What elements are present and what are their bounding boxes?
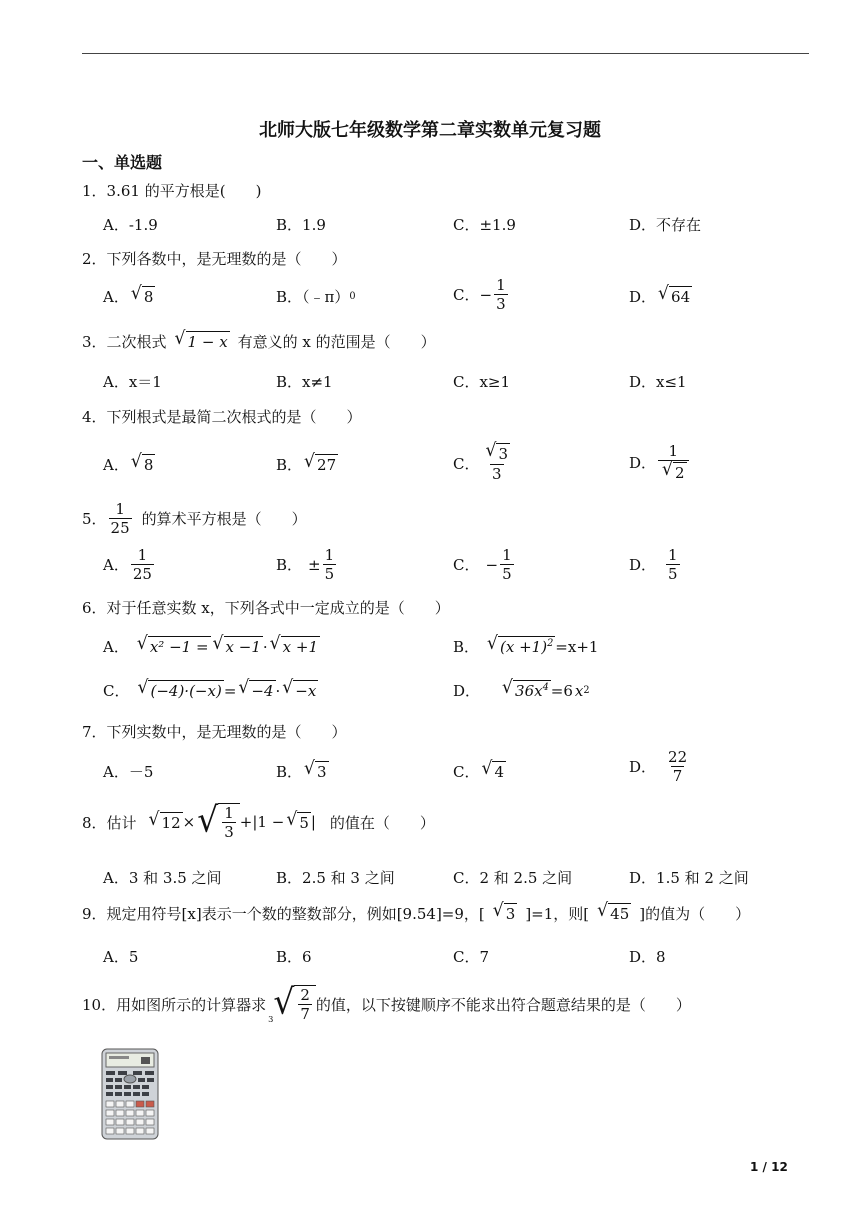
header-rule (82, 53, 809, 54)
question-6: 6．对于任意实数 x，下列各式中一定成立的是（ ） (82, 599, 450, 617)
fraction: $\frac{1}{25}$ (110, 500, 130, 537)
fraction: $\frac{1}{5}$ (668, 546, 678, 583)
sqrt: √ x +1 (269, 633, 319, 656)
q7-option-a: A．－5 (103, 763, 154, 781)
sqrt: √ 45 (597, 900, 630, 923)
section-heading: 一、单选题 (82, 153, 163, 172)
q7-option-d: D． $\frac{22}{7}$ (629, 748, 688, 785)
sqrt: √ 3 (304, 758, 327, 781)
question-3: 3．二次根式 √ 1 − x 有意义的 x 的范围是（ ） (82, 328, 436, 352)
fraction: $\frac{2}{7}$ (300, 986, 310, 1023)
sqrt: √ 5 (286, 809, 309, 832)
fraction: $\frac{1}{5}$ (502, 546, 512, 583)
q5-option-c: C． − $\frac{1}{5}$ (453, 546, 512, 583)
cube-root: 3 √ $\frac{2}{7}$ (268, 985, 316, 1024)
sqrt: √ 8 (130, 451, 154, 474)
sqrt: √ 4 (481, 758, 505, 781)
question-2: 2．下列各数中，是无理数的是（ ） (82, 250, 347, 268)
q8-option-a: A．3 和 3.5 之间 (103, 869, 222, 887)
fraction: $\frac{1}{5}$ (324, 546, 335, 583)
sqrt: √ 64 (658, 283, 691, 306)
question-5: 5． $\frac{1}{25}$ 的算术平方根是（ ） (82, 500, 307, 537)
q6-option-a: A． √ x² −1 = √ x −1 · √ x +1 (103, 633, 319, 657)
q1-option-c: C．±1.9 (453, 216, 516, 234)
sqrt: √ 27 (304, 451, 337, 474)
q1-option-b: B．1.9 (276, 216, 326, 234)
q5-option-d: D． $\frac{1}{5}$ (629, 546, 678, 583)
page-number: 1 / 12 (750, 1160, 788, 1174)
question-7: 7．下列实数中，是无理数的是（ ） (82, 723, 347, 741)
q4-option-c: C． √ 3 3 (453, 442, 514, 484)
sqrt: √ 3 (492, 900, 516, 923)
q6-option-d: D． √ $36x^4$ =6 x 2 (453, 677, 590, 701)
q3-option-c: C．x≥1 (453, 373, 511, 391)
q2-option-c: C． − $\frac{1}{3}$ (453, 276, 506, 313)
fraction: $\frac{1}{3}$ (224, 804, 234, 841)
q9-option-d: D．8 (629, 948, 666, 966)
question-9: 9．规定用符号[x]表示一个数的整数部分，例如[9.54]=9，[ √ 3 ]=1，则[ √ 45 ]的值为（ ） (82, 900, 751, 924)
q3-option-d: D．x≤1 (629, 373, 687, 391)
q4-option-a: A． √ 8 (103, 451, 154, 475)
calculator-icon (101, 1048, 159, 1140)
q8-option-b: B．2.5 和 3 之间 (276, 869, 395, 887)
sqrt: √ $(x +1)^2$ (487, 633, 554, 656)
q5-option-b: B． ± $\frac{1}{5}$ (276, 546, 335, 583)
q8-option-c: C．2 和 2.5 之间 (453, 869, 573, 887)
sqrt: √ (−4)·(−x) (137, 677, 222, 700)
sqrt: √ $36x^4$ (502, 677, 549, 700)
sqrt: √ −4 (238, 677, 274, 700)
q3-option-a: A．x＝1 (103, 373, 162, 391)
q3-option-b: B．x≠1 (276, 373, 333, 391)
q9-option-b: B．6 (276, 948, 312, 966)
question-10: 10．用如图所示的计算器求 3 √ $\frac{2}{7}$ 的值，以下按键顺序不能求出符合题意结果的是（ ） (82, 980, 691, 1024)
q6-option-b: B． √ $(x +1)^2$ =x+1 (453, 633, 599, 657)
fraction: √ 3 3 (485, 440, 509, 484)
fraction: $\frac{1}{25}$ (132, 546, 152, 583)
sqrt: √ x −1 (212, 633, 261, 656)
question-4: 4．下列根式是最简二次根式的是（ ） (82, 408, 362, 426)
sqrt: √ −x (282, 677, 317, 700)
q2-option-d: D． √ 64 (629, 283, 691, 307)
q4-option-b: B． √ 27 (276, 451, 337, 475)
q7-option-c: C． √ 4 (453, 758, 505, 782)
page-title: 北师大版七年级数学第二章实数单元复习题 (259, 120, 601, 141)
sqrt: √ $\frac{1}{3}$ (197, 803, 240, 842)
q2-option-a: A． √ 8 (103, 283, 154, 307)
q1-option-d: D．不存在 (629, 216, 702, 234)
sqrt: √ x² −1 = (136, 633, 209, 656)
fraction: $\frac{1}{3}$ (496, 276, 506, 313)
q9-option-a: A．5 (103, 948, 139, 966)
question-1: 1．3.61 的平方根是( ) (82, 182, 262, 200)
q5-option-a: A． $\frac{1}{25}$ (103, 546, 152, 583)
q1-option-a: A．-1.9 (103, 216, 158, 234)
q2-option-b: B．（﹣π） 0 (276, 288, 356, 306)
fraction: $\frac{22}{7}$ (668, 748, 688, 785)
fraction: 1 √ 2 (658, 442, 689, 483)
q7-option-b: B． √ 3 (276, 758, 327, 782)
sqrt: √ 8 (130, 283, 154, 306)
q4-option-d: D． 1 √ 2 (629, 442, 691, 483)
sqrt: √ 12 (148, 809, 181, 832)
sqrt: √ 1 − x (174, 328, 228, 351)
question-8: 8．估计 √ 12 × √ $\frac{1}{3}$ + |1 − √ 5 | 的值在（ ） (82, 798, 435, 841)
q8-option-d: D．1.5 和 2 之间 (629, 869, 749, 887)
q9-option-c: C．7 (453, 948, 490, 966)
q6-option-c: C． √ (−4)·(−x) = √ −4 · √ −x (103, 677, 317, 701)
